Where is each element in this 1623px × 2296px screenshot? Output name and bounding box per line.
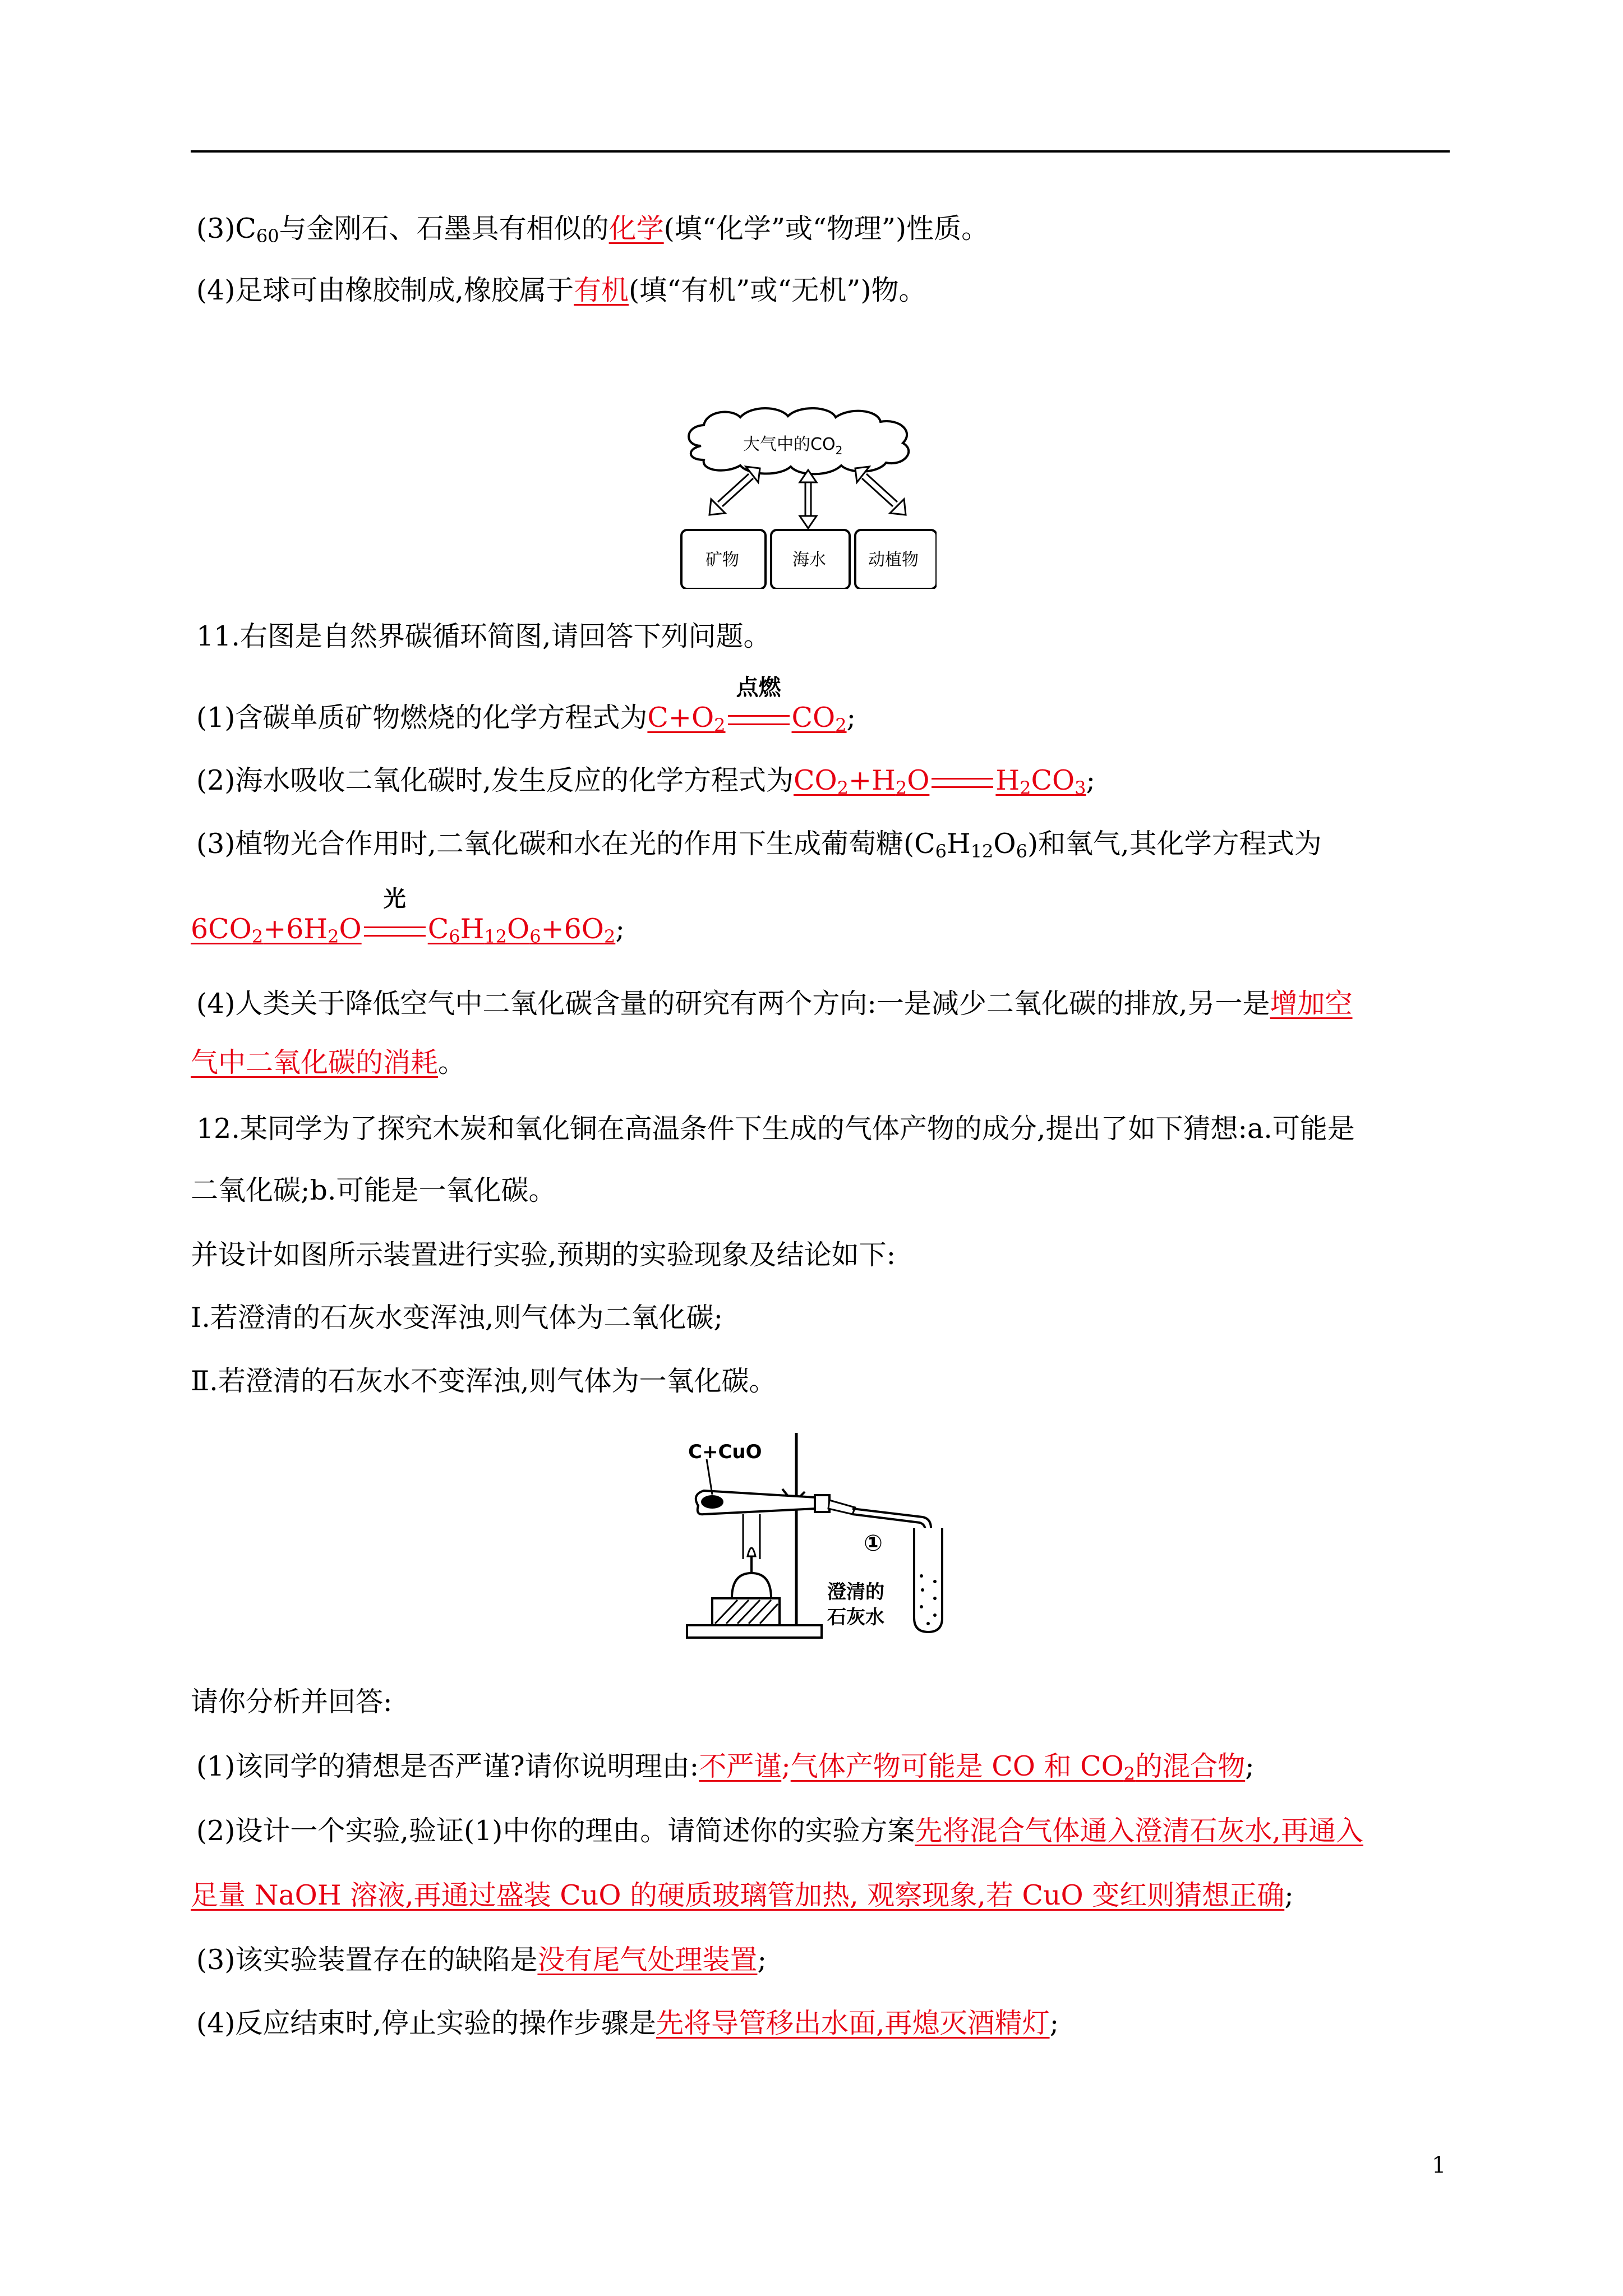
q12-answer2: (2)设计一个实验,验证(1)中你的理由。请简述你的实验方案先将混合气体通入澄清石灰水,再通入 [196, 1815, 1363, 1847]
q12-answer3: (3)该实验装置存在的缺陷是没有尾气处理装置; [196, 1944, 767, 1976]
label-limewater-2: 石灰水 [827, 1606, 884, 1629]
label-limewater-1: 澄清的 [827, 1581, 884, 1603]
q10-part3: $(3)C_{60}$与金刚石、石墨具有相似的化学(填“化学”或“物理”)性质。 [196, 213, 989, 247]
answer-organic: 有机 [574, 274, 629, 306]
q11-part1: (1)含碳单质矿物燃烧的化学方程式为$C+O_2$ 点燃 $CO_2$; [196, 675, 856, 736]
q11-title: 11.右图是自然界碳循环简图,请回答下列问题。 [196, 620, 771, 652]
reaction-arrow-light: 光 [362, 912, 428, 946]
q11-part3: (3)植物光合作用时,二氧化碳和水在光的作用下生成葡萄糖$(C_6H_{12}O_6)$和氧气,其化学方程式为 [196, 828, 1322, 862]
q12-answer1: (1)该同学的猜想是否严谨?请你说明理由:不严谨;气体产物可能是 CO 和 $CO_2$的混合物; [196, 1750, 1255, 1785]
apparatus-figure [681, 1430, 973, 1654]
reaction-arrow-burn: 点燃 [726, 701, 792, 735]
q11-part4-cont: 气中二氧化碳的消耗。 [191, 1046, 466, 1078]
q12-case1: Ⅰ.若澄清的石灰水变浑浊,则气体为二氧化碳; [191, 1302, 723, 1334]
svg-text:矿物: 矿物 [706, 550, 739, 570]
q12-answer2-cont: 足量 NaOH 溶液,再通过盛装 CuO 的硬质玻璃管加热, 观察现象,若 CuO 变红则猜想正确; [191, 1879, 1294, 1911]
q12-intro-line3: 并设计如图所示装置进行实验,预期的实验现象及结论如下: [191, 1239, 896, 1271]
double-arrow-right [855, 467, 906, 515]
q12-case2: Ⅱ.若澄清的石灰水不变浑浊,则气体为一氧化碳。 [191, 1365, 777, 1397]
q12-answer4: (4)反应结束时,停止实验的操作步骤是先将导管移出水面,再熄灭酒精灯; [196, 2007, 1059, 2039]
q11-part3-equation: $6CO_2+6H_2O$ 光 $C_6H_{12}O_6+6O_2$; [191, 886, 625, 947]
q11-part2: (2)海水吸收二氧化碳时,发生反应的化学方程式为$CO_2+H_2O$ $H_2CO_3$; [196, 764, 1095, 799]
double-arrow-left [709, 467, 760, 515]
label-number: ① [864, 1530, 883, 1556]
svg-text:海水: 海水 [792, 550, 826, 570]
double-arrow-middle [800, 470, 817, 528]
carbon-cycle-diagram [679, 404, 937, 589]
reaction-arrow [929, 764, 995, 797]
q10-part4: (4)足球可由橡胶制成,橡胶属于有机(填“有机”或“无机”)物。 [196, 274, 926, 306]
q12-prompt: 请你分析并回答: [191, 1686, 393, 1718]
label-reactant: C+CuO [688, 1441, 762, 1463]
q12-intro-line1: 12.某同学为了探究木炭和氧化铜在高温条件下生成的气体产物的成分,提出了如下猜想:a.可能是 [196, 1113, 1355, 1145]
q11-part4: (4)人类关于降低空气中二氧化碳含量的研究有两个方向:一是减少二氧化碳的排放,另一是增加空 [196, 988, 1353, 1020]
cloud-text: 大气中的$CO_2$ [743, 435, 843, 457]
q12-intro-line2: 二氧化碳;b.可能是一氧化碳。 [191, 1174, 556, 1206]
page-number: 1 [1432, 2152, 1446, 2178]
answer-chemical: 化学 [608, 213, 664, 245]
header-rule [191, 150, 1450, 153]
svg-text:动植物: 动植物 [868, 550, 919, 570]
